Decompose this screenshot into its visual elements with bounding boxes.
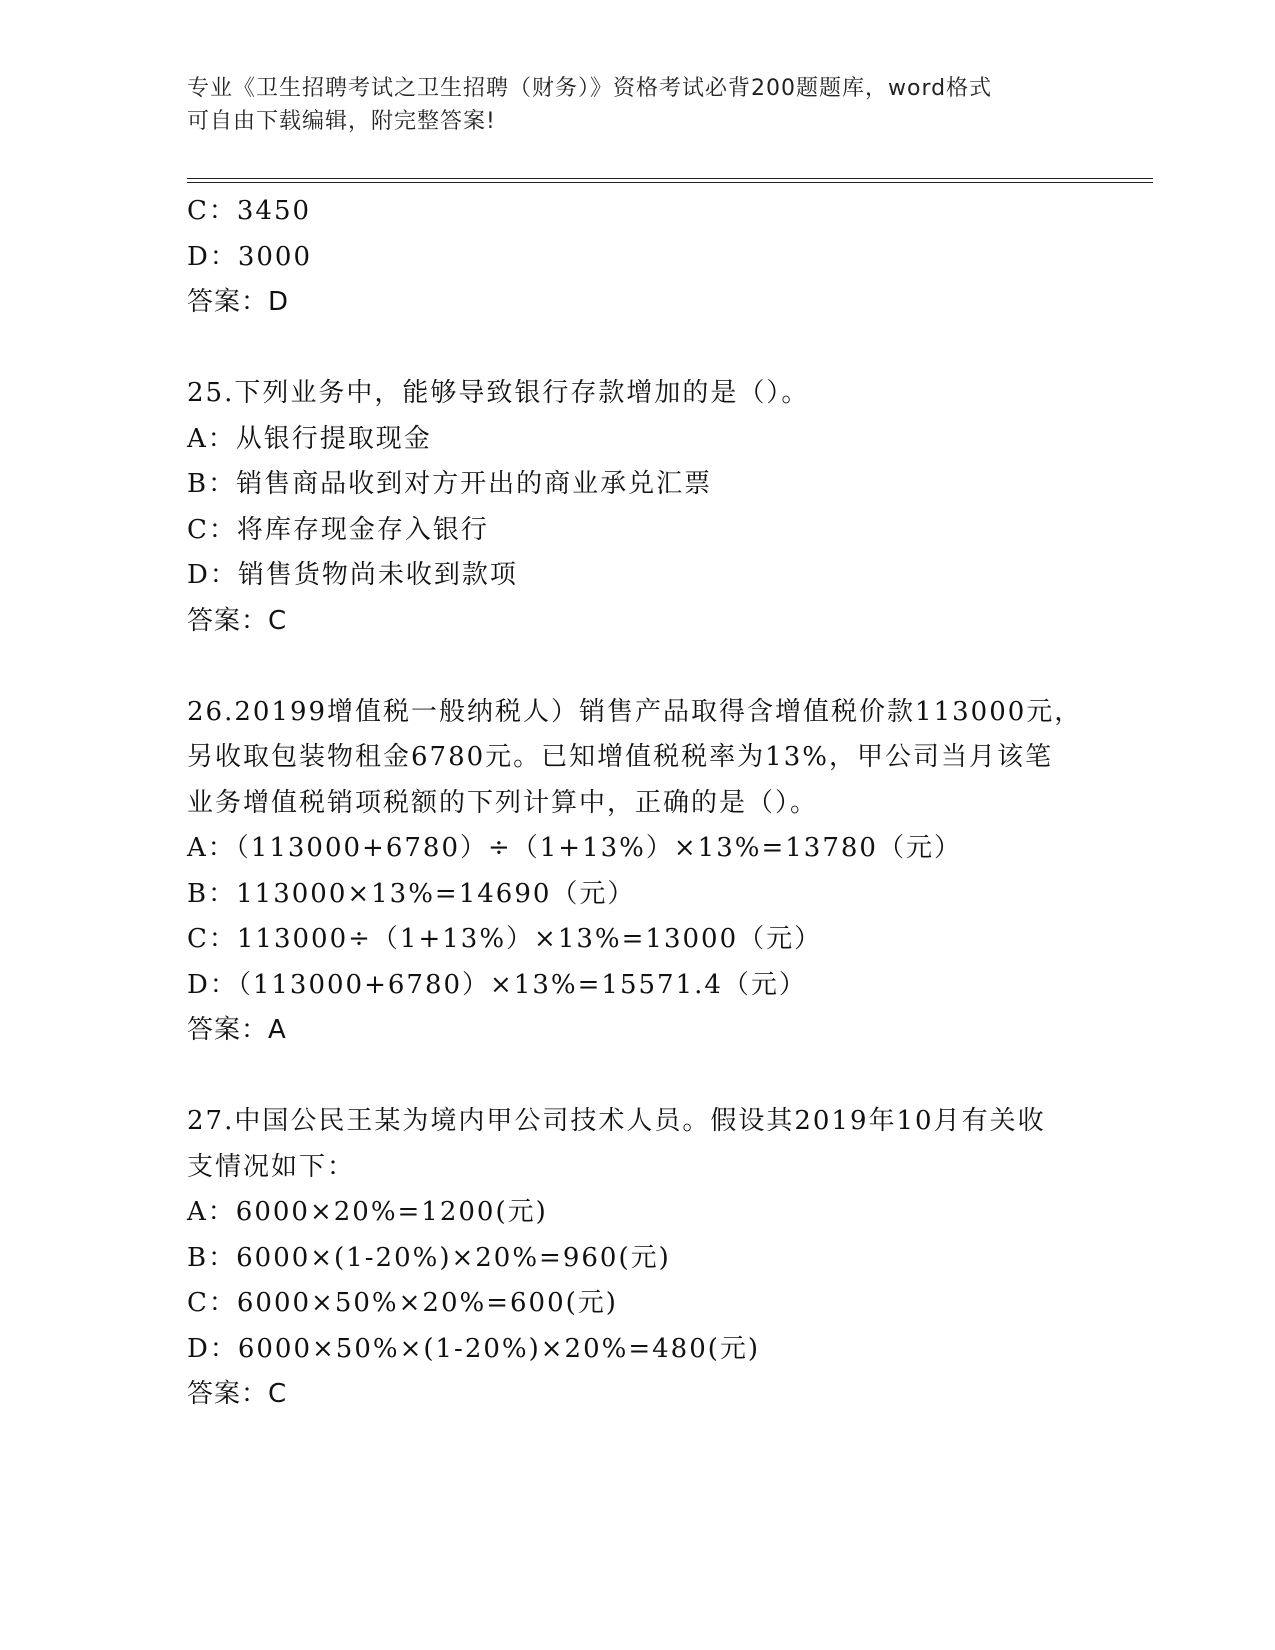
- option-a: A：（113000+6780）÷（1+13%）×13%=13780（元）: [187, 833, 962, 863]
- answer-line: 答案：A: [187, 1015, 287, 1045]
- question-stem: 25.下列业务中，能够导致银行存款增加的是（）。: [187, 378, 810, 408]
- option-b: B：销售商品收到对方开出的商业承兑汇票: [187, 469, 713, 499]
- question-25: [187, 371, 1087, 644]
- question-stem-line-2: 支情况如下：: [187, 1151, 356, 1182]
- question-stem-line-3: 业务增值税销项税额的下列计算中，正确的是（）。: [187, 787, 819, 818]
- option-c: C：113000÷（1+13%）×13%=13000（元）: [187, 924, 823, 954]
- option-c: C：将库存现金存入银行: [187, 514, 489, 545]
- header-title-line-2: 可自由下载编辑，附完整答案!: [187, 109, 496, 134]
- option-b: B：6000×(1-20%)×20%=960(元): [187, 1242, 671, 1273]
- spacer: [187, 1054, 1087, 1100]
- spacer: [187, 326, 1087, 372]
- question-stem-line-1: 26.20199增值税一般纳税人）销售产品取得含增值税价款113000元，: [187, 696, 1083, 727]
- answer-line: 答案：C: [187, 1379, 288, 1409]
- header-divider-bottom: [187, 182, 1153, 183]
- question-stem-line-1: 27.中国公民王某为境内甲公司技术人员。假设其2019年10月有关收: [187, 1106, 1046, 1136]
- question-26: [187, 690, 1087, 1054]
- header-divider-top: [187, 178, 1153, 179]
- option-c: C：6000×50%×20%=600(元): [187, 1288, 618, 1318]
- option-d: D：3000: [187, 241, 313, 272]
- option-a: A：从银行提取现金: [187, 423, 432, 454]
- option-b: B：113000×13%=14690（元）: [187, 878, 636, 909]
- answer-line: 答案：C: [187, 605, 288, 636]
- question-list: [187, 189, 1087, 1418]
- option-a: A：6000×20%=1200(元): [187, 1197, 548, 1227]
- option-d: D：6000×50%×(1-20%)×20%=480(元): [187, 1333, 761, 1364]
- page-header: [187, 72, 1077, 138]
- question-stem-line-2: 另收取包装物租金6780元。已知增值税税率为13%，甲公司当月该笔: [187, 742, 1053, 772]
- spacer: [187, 644, 1087, 690]
- previous-question-tail: [187, 189, 1087, 326]
- option-c: C：3450: [187, 196, 312, 226]
- option-d: D：（113000+6780）×13%=15571.4（元）: [187, 969, 807, 1000]
- answer-line: 答案：D: [187, 287, 290, 317]
- header-title-line-1: 专业《卫生招聘考试之卫生招聘（财务）》资格考试必背200题题库，word格式: [187, 76, 993, 101]
- option-d: D：销售货物尚未收到款项: [187, 560, 518, 590]
- question-27: [187, 1099, 1087, 1418]
